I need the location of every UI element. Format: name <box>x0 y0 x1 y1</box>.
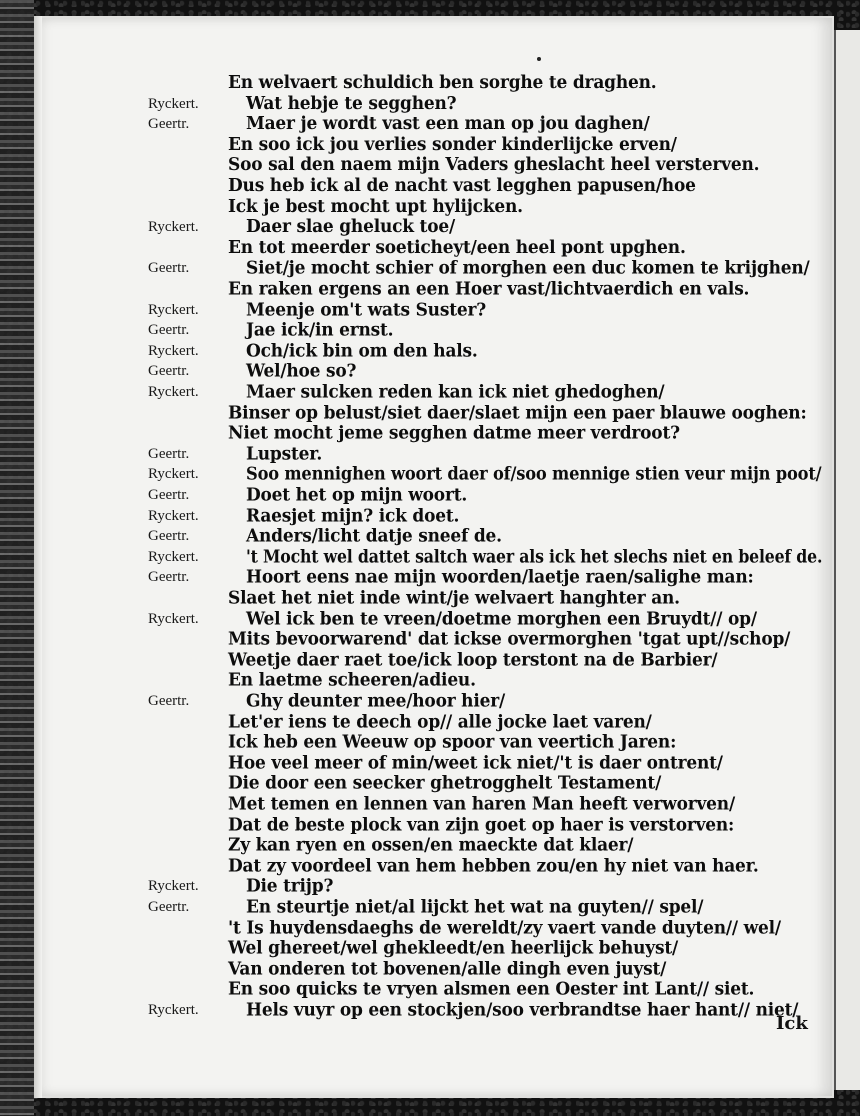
verse-line: Raesjet mijn? ick doet. <box>246 505 460 527</box>
verse-line: En welvaert schuldich ben sorghe te draghen. <box>228 72 657 94</box>
verse-line: En steurtje niet/al lijckt het wat na guyten// spel/ <box>246 896 704 918</box>
verse-line: Doet het op mijn woort. <box>246 484 468 506</box>
verse-line: Slaet het niet inde wint/je welvaert hanghter an. <box>228 587 680 609</box>
binding-edge <box>0 0 34 1116</box>
verse-line: Hoort eens nae mijn woorden/laetje raen/salighe man: <box>246 566 754 588</box>
speaker-label: Geertr. <box>148 322 190 338</box>
speaker-label: Geertr. <box>148 116 190 132</box>
verse-line: Hoe veel meer of min/weet ick niet/'t is daer ontrent/ <box>228 752 723 774</box>
catchword: Ick <box>776 1013 808 1034</box>
speaker-label: Geertr. <box>148 569 190 585</box>
verse-line: En soo ick jou verlies sonder kinderlijcke erven/ <box>228 134 677 156</box>
verse-line: Maer sulcken reden kan ick niet ghedoghen/ <box>246 381 665 403</box>
verse-line: Mits bevoorwarend' dat ickse overmorghen 'tgat upt//schop/ <box>228 628 791 650</box>
verse-line: Maer je wordt vast een man op jou daghen/ <box>246 113 650 135</box>
verse-line: Hels vuyr op een stockjen/soo verbrandtse haer hant// niet/ <box>246 999 799 1021</box>
verse-line: Binser op belust/siet daer/slaet mijn een paer blauwe ooghen: <box>228 402 807 424</box>
speaker-label: Geertr. <box>148 363 190 379</box>
verse-line: Dat zy voordeel van hem hebben zou/en hy niet van haer. <box>228 855 759 877</box>
verse-line: En tot meerder soeticheyt/een heel pont upghen. <box>228 237 686 259</box>
verse-line: Zy kan ryen en ossen/en maeckte dat klaer/ <box>228 834 634 856</box>
speaker-label: Geertr. <box>148 446 190 462</box>
verse-line: Die door een seecker ghetrogghelt Testament/ <box>228 772 662 794</box>
verse-line: Wel ghereet/wel ghekleedt/en heerlijck behuyst/ <box>228 937 679 959</box>
verse-line: Van onderen tot bovenen/alle dingh even juyst/ <box>228 958 667 980</box>
verse-line: Siet/je mocht schier of morghen een duc komen te krijghen/ <box>246 257 810 279</box>
verse-line: Lupster. <box>246 443 323 465</box>
verse-line: Dat de beste plock van zijn goet op haer is verstorven: <box>228 814 735 836</box>
verse-line: Met temen en lennen van haren Man heeft verworven/ <box>228 793 735 815</box>
verse-line: 't Mocht wel dattet saltch waer als ick het slechs niet en beleef de. <box>246 546 823 568</box>
speaker-label: Geertr. <box>148 260 190 276</box>
adjacent-page-edge <box>834 30 860 1090</box>
verse-line: Meenje om't wats Suster? <box>246 299 486 321</box>
speaker-label: Ryckert. <box>148 343 199 359</box>
verse-line: Soo sal den naem mijn Vaders gheslacht heel versterven. <box>228 154 760 176</box>
verse-line: Weetje daer raet toe/ick loop terstont na de Barbier/ <box>228 649 718 671</box>
verse-line: Och/ick bin om den hals. <box>246 340 478 362</box>
speaker-label: Ryckert. <box>148 96 199 112</box>
verse-line: Jae ick/in ernst. <box>246 319 394 341</box>
verse-line: En soo quicks te vryen alsmen een Oester int Lant// siet. <box>228 978 755 1000</box>
verse-line: Daer slae gheluck toe/ <box>246 216 455 238</box>
verse-line: Wel/hoe so? <box>246 360 357 382</box>
verse-line: Wat hebje te segghen? <box>246 93 457 115</box>
verse-line: Ghy deunter mee/hoor hier/ <box>246 690 505 712</box>
speaker-label: Ryckert. <box>148 219 199 235</box>
speaker-label: Ryckert. <box>148 611 199 627</box>
ink-speck <box>537 57 541 61</box>
verse-line: 't Is huydensdaeghs de wereldt/zy vaert vande duyten// wel/ <box>228 917 781 939</box>
verse-line: Ick heb een Weeuw op spoor van veertich Jaren: <box>228 731 677 753</box>
speaker-label: Geertr. <box>148 693 190 709</box>
verse-line: En laetme scheeren/adieu. <box>228 669 476 691</box>
speaker-label: Geertr. <box>148 528 190 544</box>
speaker-label: Ryckert. <box>148 508 199 524</box>
verse-line: Anders/licht datje sneef de. <box>246 525 502 547</box>
speaker-label: Ryckert. <box>148 466 199 482</box>
speaker-label: Ryckert. <box>148 1002 199 1018</box>
verse-line: Soo mennighen woort daer of/soo mennige stien veur mijn poot/ <box>246 463 822 485</box>
speaker-label: Geertr. <box>148 899 190 915</box>
speaker-label: Ryckert. <box>148 878 199 894</box>
verse-line: Let'er iens te deech op// alle jocke laet varen/ <box>228 711 652 733</box>
speaker-label: Ryckert. <box>148 384 199 400</box>
verse-line: Die trijp? <box>246 875 334 897</box>
verse-line: Ick je best mocht upt hylijcken. <box>228 196 523 218</box>
verse-line: Dus heb ick al de nacht vast legghen papusen/hoe <box>228 175 696 197</box>
speaker-label: Ryckert. <box>148 302 199 318</box>
verse-line: Niet mocht jeme segghen datme meer verdroot? <box>228 422 680 444</box>
verse-line: Wel ick ben te vreen/doetme morghen een Bruydt// op/ <box>246 608 757 630</box>
speaker-label: Ryckert. <box>148 549 199 565</box>
verse-line: En raken ergens an een Hoer vast/lichtvaerdich en vals. <box>228 278 750 300</box>
speaker-label: Geertr. <box>148 487 190 503</box>
page-gutter <box>34 16 42 1098</box>
